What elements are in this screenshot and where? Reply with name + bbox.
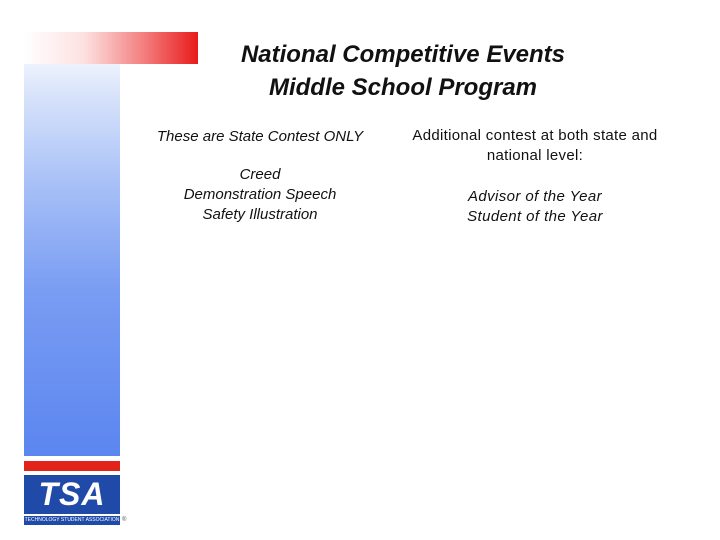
top-gradient-bar [24,32,198,64]
list-item: Student of the Year [467,208,603,225]
list-item: Safety Illustration [202,206,318,223]
title-line-1: National Competitive Events [240,41,566,68]
state-only-column [130,128,390,225]
list-item: Demonstration Speech [183,186,337,203]
logo-caption: TECHNOLOGY STUDENT ASSOCIATION [24,517,120,523]
title-line-2: Middle School Program [268,74,538,101]
logo-letters: TSA [38,476,106,512]
registered-mark: ® [122,517,127,523]
logo-red-stripe [24,461,120,471]
tsa-logo [24,461,127,525]
national-heading: Additional contest at both state and national level: [412,127,658,164]
state-only-heading: These are State Contest ONLY [156,128,364,145]
list-item: Advisor of the Year [467,188,603,205]
national-column [405,126,665,227]
slide-title [200,38,606,104]
left-gradient-bar [24,38,120,456]
list-item: Creed [239,166,281,183]
